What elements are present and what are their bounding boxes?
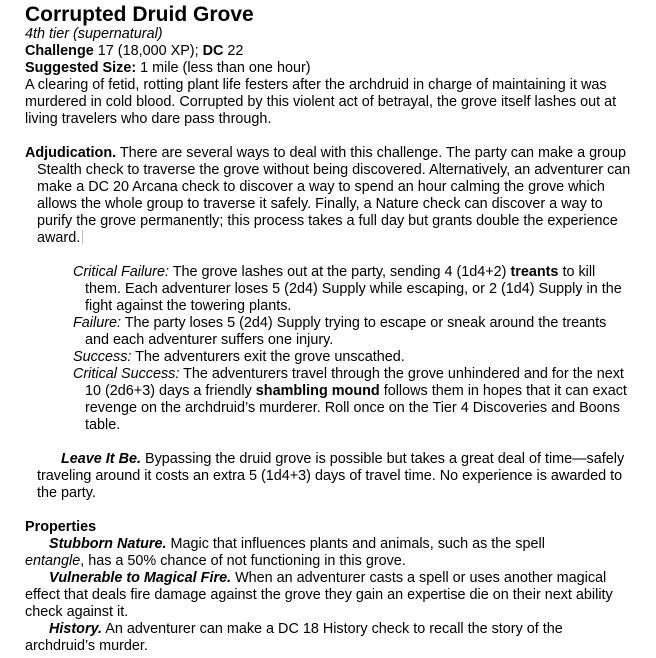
dc-label: DC [202,43,224,59]
properties-heading [25,519,631,536]
stubborn-nature-text-end: , has a 50% chance of not functioning in this grove. [80,553,406,569]
adjudication-paragraph [25,145,631,247]
failure-text: The party loses 5 (2d4) Supply trying to escape or sneak around the treants and each adventurer suffers one injury. [85,315,607,348]
adjudication-label: Adjudication. [25,145,117,161]
history-text: An adventurer can make a DC 18 History check to recall the story of the archdruid’s murder. [25,621,563,654]
outcome-critical-success [73,366,631,434]
leave-it-be-label: Leave It Be. [61,451,141,467]
description: A clearing of fetid, rotting plant life festers after the archdruid in charge of maintaining it was murdered in cold blood. Corrupted by this violent act of betrayal, the grove itself lashes out at living travelers who dare pass through. [25,77,617,127]
dc-value: 22 [227,43,244,59]
text-cursor [82,230,83,244]
vulnerable-fire-label: Vulnerable to Magical Fire. [49,570,232,586]
challenge-label: Challenge [25,43,94,59]
property-vulnerable-fire [25,570,631,621]
outcome-critical-failure [73,264,631,315]
entangle-spell: entangle [25,553,81,569]
page-title: Corrupted Druid Grove [25,3,254,26]
shambling-mound-link: shambling mound [255,383,380,399]
vulnerable-fire-text: When an adventurer casts a spell or uses another magical effect that deals fire damage against the grove they gain an expertise die on their next ability check against it. [25,570,613,620]
outcome-list [25,264,631,434]
outcome-success [73,349,631,366]
size-line [25,60,631,77]
history-label: History. [49,621,103,637]
leave-it-be-paragraph [25,451,631,502]
critical-failure-text-end: to kill them. Each adventurer loses 5 (2d4) Supply while escaping, or 2 (1d4) Supply in the fight against the towering plants. [85,264,622,314]
stubborn-nature-label: Stubborn Nature. [49,536,167,552]
challenge-line [25,43,631,60]
critical-success-text: The adventurers travel through the grove unhindered and for the next 10 (2d6+3) days a friendly [85,366,624,399]
critical-success-text-end: follows them in hopes that it can exact revenge on the archdruid’s murderer. Roll once on the Tier 4 Discoveries and Boons table. [85,383,627,433]
critical-failure-text: The grove lashes out at the party, sending 4 (1d4+2) [172,264,507,280]
treants-link: treants [510,264,559,280]
leave-it-be-text: Bypassing the druid grove is possible but takes a great deal of time—safely traveling around it costs an extra 5 (1d4+3) days of travel time. No experience is awarded to the party. [37,451,625,501]
challenge-value: 17 (18,000 XP); [97,43,199,59]
stubborn-nature-text: Magic that influences plants and animals, such as the spell [170,536,545,552]
success-text: The adventurers exit the grove unscathed. [135,349,405,365]
document-page [25,4,631,655]
adjudication-text: There are several ways to deal with this challenge. The party can make a group Stealth check to traverse the grove without being discovered. Alternatively, an adventurer can make a DC 20 Arcana check to discover a way to spend an hour calming the grove which allows the whole group to traverse it safely. Finally, a Nature check can discover a way to purify the grove permanently; this process takes a full day but grants double the experience award. [37,145,631,246]
outcome-failure [73,315,631,349]
tier-line: 4th tier (supernatural) [25,26,163,42]
failure-label: Failure: [73,315,121,331]
size-label: Suggested Size: [25,60,137,76]
property-history [25,621,631,655]
critical-failure-label: Critical Failure: [73,264,169,280]
size-value: 1 mile (less than one hour) [140,60,311,76]
success-label: Success: [73,349,132,365]
critical-success-label: Critical Success: [73,366,180,382]
properties-heading-text: Properties [25,519,97,535]
property-stubborn-nature [25,536,631,570]
